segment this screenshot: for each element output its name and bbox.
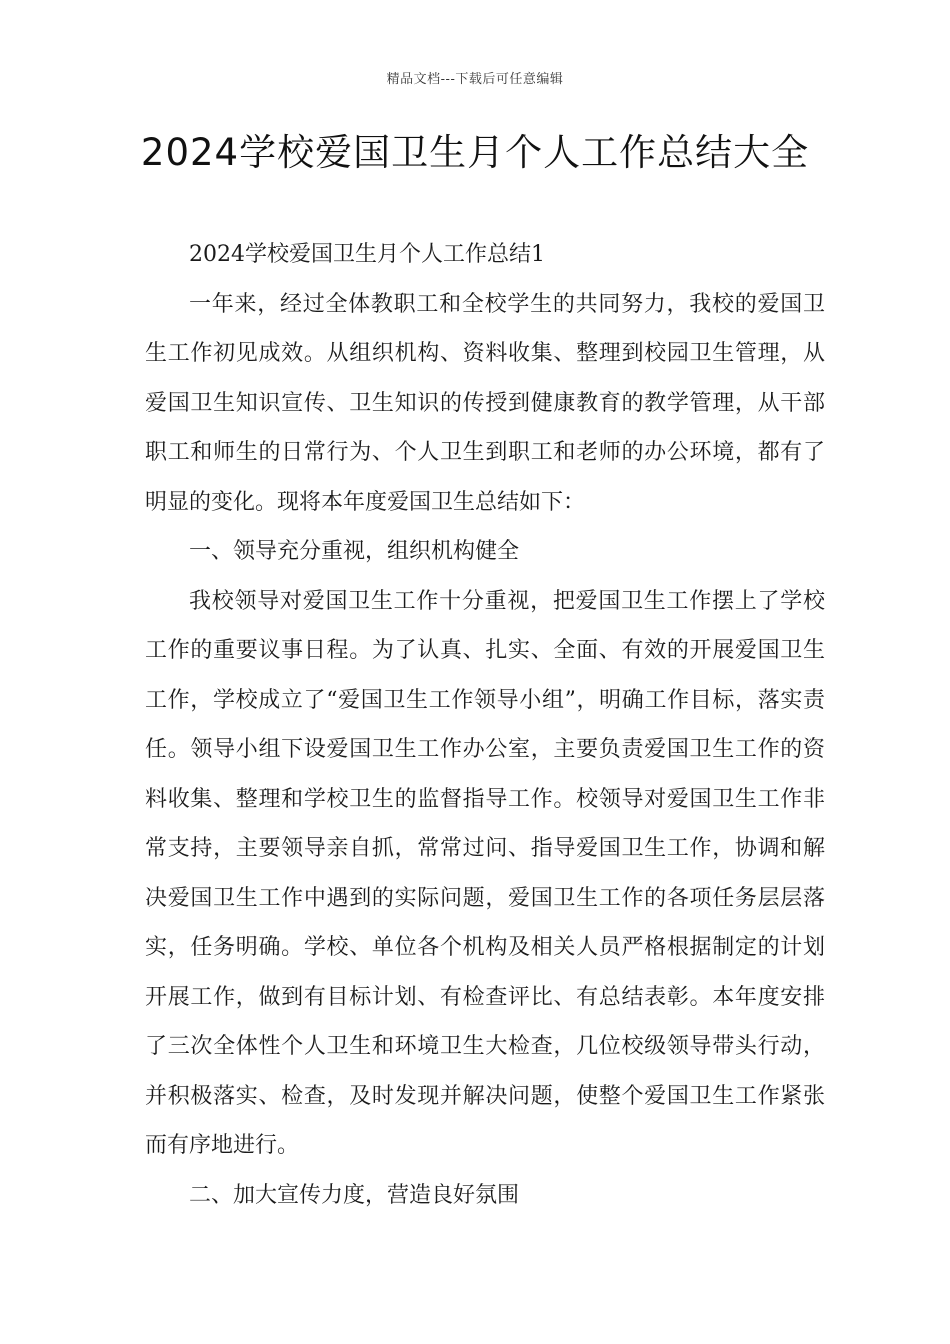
document-title: 2024学校爱国卫生月个人工作总结大全 <box>140 131 810 174</box>
section-subtitle: 2024学校爱国卫生月个人工作总结1 <box>189 242 545 267</box>
intro-paragraph: 一年来，经过全体教职工和全校学生的共同努力，我校的爱国卫生工作初见成效。从组织机构、资料收集、整理到校园卫生管理，从爱国卫生知识宣传、卫生知识的传授到健康教育的教学管理，从干部职工和师生的日常行为、个人卫生到职工和老师的办公环境，都有了明显的变化。现将本年度爱国卫生总结如下： <box>145 291 825 515</box>
document-body <box>145 230 825 1220</box>
section-1-paragraph: 我校领导对爱国卫生工作十分重视，把爱国卫生工作摆上了学校工作的重要议事日程。为了认真、扎实、全面、有效的开展爱国卫生工作，学校成立了“爱国卫生工作领导小组”，明确工作目标，落实责任。领导小组下设爱国卫生工作办公室，主要负责爱国卫生工作的资料收集、整理和学校卫生的监督指导工作。校领导对爱国卫生工作非常支持，主要领导亲自抓，常常过问、指导爱国卫生工作，协调和解决爱国卫生工作中遇到的实际问题，爱国卫生工作的各项任务层层落实，任务明确。学校、单位各个机构及相关人员严格根据制定的计划开展工作，做到有目标计划、有检查评比、有总结表彰。本年度安排了三次全体性个人卫生和环境卫生大检查，几位校级领导带头行动，并积极落实、检查，及时发现并解决问题，使整个爱国卫生工作紧张而有序地进行。 <box>145 588 825 1158</box>
section-heading-1: 一、领导充分重视，组织机构健全 <box>189 539 520 564</box>
header-note: 精品文档---下载后可任意编辑 <box>386 72 564 87</box>
section-heading-2: 二、加大宣传力度，营造良好氛围 <box>189 1182 520 1208</box>
